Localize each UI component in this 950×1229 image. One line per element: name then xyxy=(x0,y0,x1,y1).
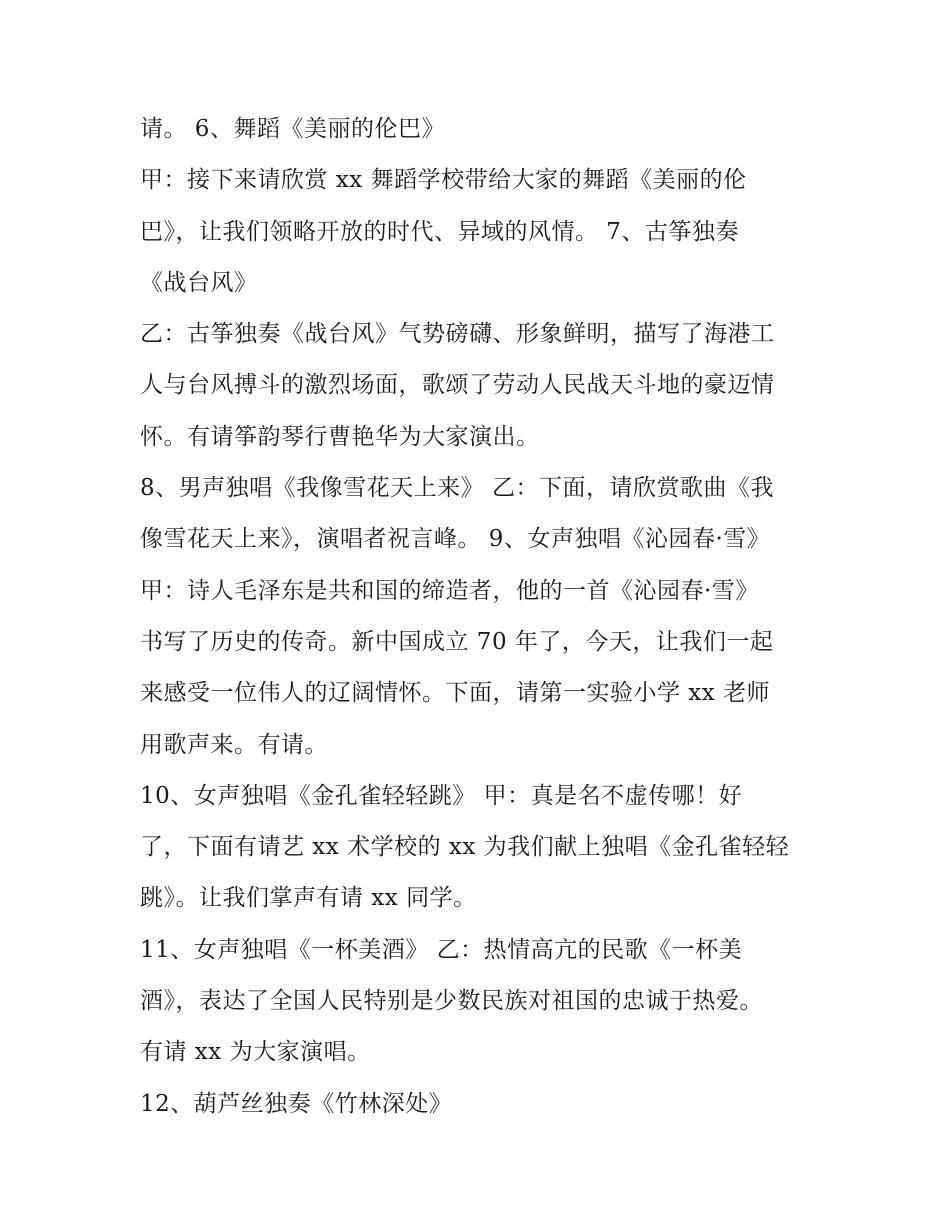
text-line: 8、男声独唱《我像雪花天上来》 乙：下面，请欣赏歌曲《我 xyxy=(140,475,774,502)
text-line: 11、女声独唱《一杯美酒》 乙：热情高亢的民歌《一杯美 xyxy=(140,936,743,963)
text-line: 像雪花天上来》，演唱者祝言峰。 9、女声独唱《沁园春·雪》 xyxy=(140,526,771,553)
text-line: 来感受一位伟人的辽阔情怀。下面，请第一实验小学 xx 老师 xyxy=(140,680,771,707)
text-line: 书写了历史的传奇。新中国成立 70 年了，今天，让我们一起 xyxy=(140,628,774,655)
text-line: 10、女声独唱《金孔雀轻轻跳》 甲：真是名不虚传哪！好 xyxy=(140,782,743,809)
text-line: 甲：接下来请欣赏 xx 舞蹈学校带给大家的舞蹈《美丽的伦 xyxy=(140,167,747,194)
text-line: 乙：古筝独奏《战台风》气势磅礴、形象鲜明，描写了海港工 xyxy=(140,321,775,348)
text-line: 甲：诗人毛泽东是共和国的缔造者，他的一首《沁园春·雪》 xyxy=(140,577,759,604)
text-line: 人与台风搏斗的激烈场面，歌颂了劳动人民战天斗地的豪迈情 xyxy=(140,372,775,399)
text-line: 巴》，让我们领略开放的时代、异域的风情。 7、古筝独奏 xyxy=(140,218,739,245)
text-line: 酒》，表达了全国人民特别是少数民族对祖国的忠诚于热爱。 xyxy=(140,988,763,1015)
text-line: 有请 xx 为大家演唱。 xyxy=(140,1039,371,1066)
text-line: 《战台风》 xyxy=(140,269,258,296)
text-line: 用歌声来。有请。 xyxy=(140,731,328,758)
text-line: 了，下面有请艺 xx 术学校的 xx 为我们献上独唱《金孔雀轻轻 xyxy=(140,834,790,861)
body-text xyxy=(140,104,820,1130)
text-line: 怀。有请筝韵琴行曹艳华为大家演出。 xyxy=(140,423,540,450)
text-line: 跳》。让我们掌声有请 xx 同学。 xyxy=(140,885,477,912)
text-line: 12、葫芦丝独奏《竹林深处》 xyxy=(140,1090,453,1117)
text-line: 请。 6、舞蹈《美丽的伦巴》 xyxy=(140,116,445,142)
